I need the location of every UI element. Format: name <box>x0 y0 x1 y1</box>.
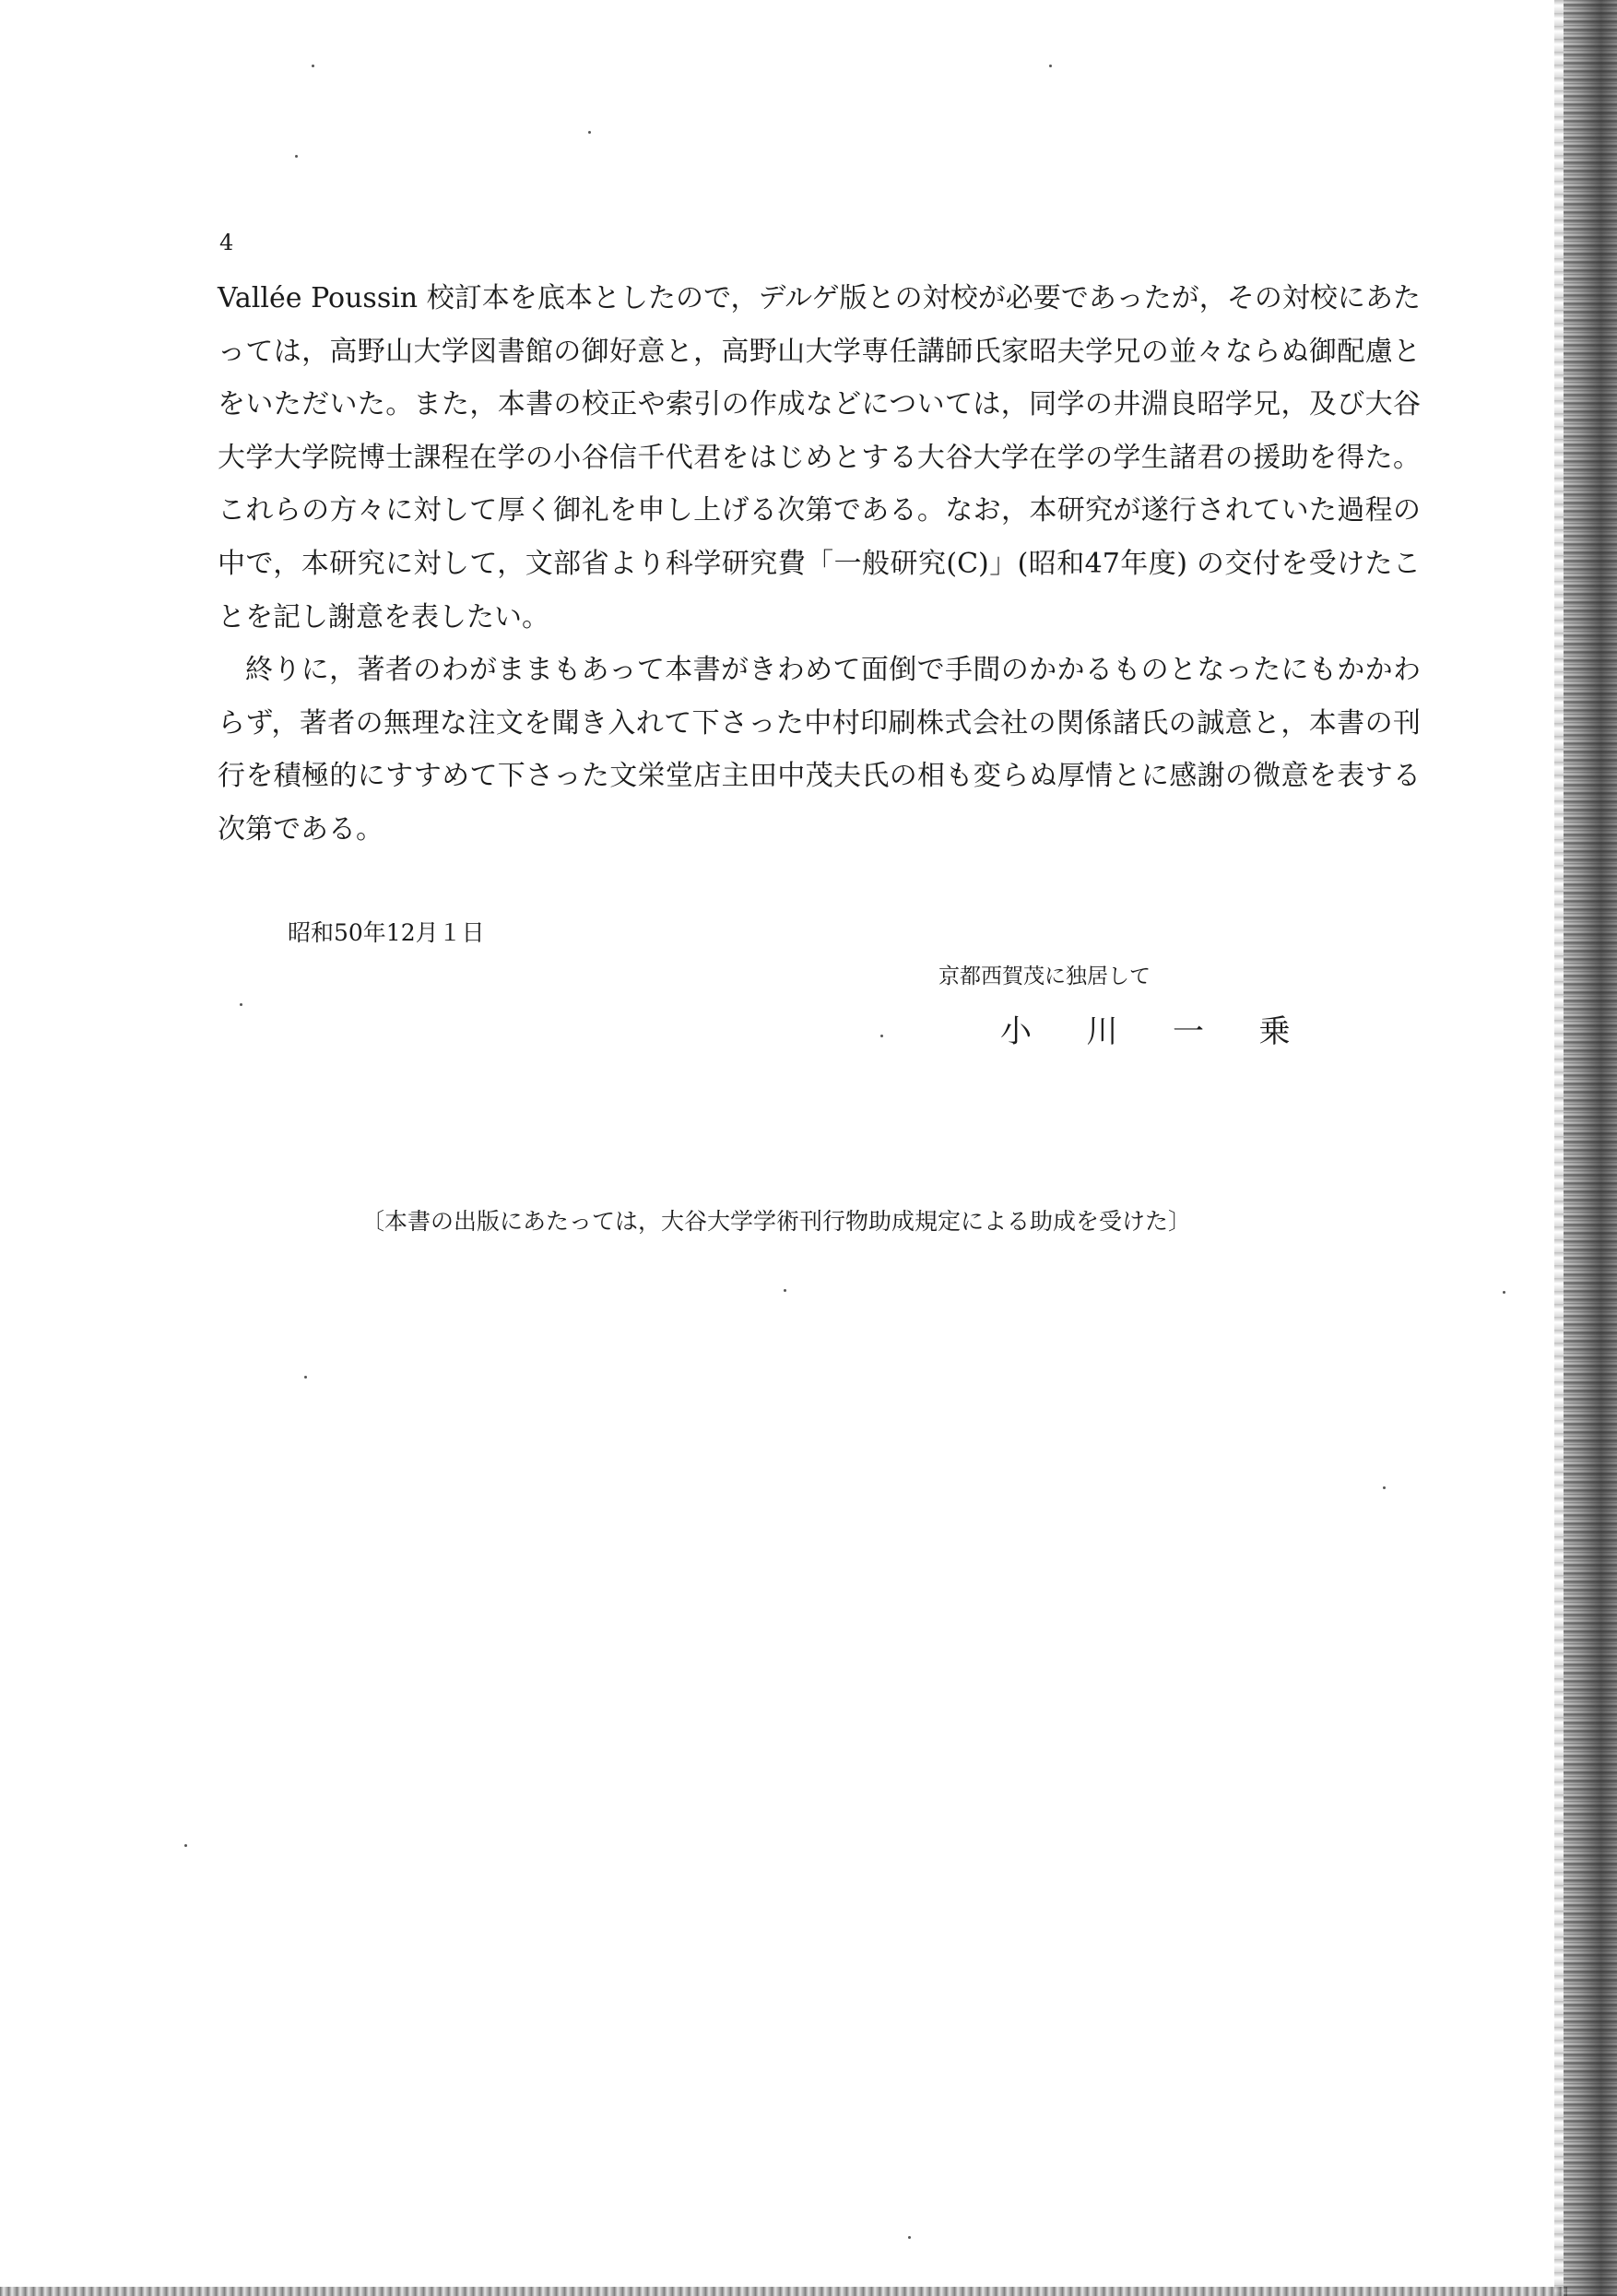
author-name: 小川一乗 <box>1000 1013 1345 1050</box>
scan-speck <box>1383 1486 1386 1489</box>
page-number: 4 <box>219 230 234 255</box>
scan-speck <box>184 1844 187 1847</box>
scan-speck <box>295 155 298 158</box>
scan-speck <box>784 1289 786 1292</box>
scan-speck <box>1503 1291 1505 1294</box>
paragraph-acknowledgement: Vallée Poussin 校訂本を底本としたので，デルゲ版との対校が必要であったが，その対校にあたっては，高野山大学図書館の御好意と，高野山大学専任講師氏家昭夫学兄の並々ならぬ御配慮とをいただいた。また，本書の校正や索引の作成などについては，同学の井淵良昭学兄，及び大谷大学大学院博士課程在学の小谷信千代君をはじめとする大谷大学在学の学生諸君の援助を得た。これらの方々に対して厚く御礼を申し上げる次第である。なお，本研究が遂行されていた過程の中で，本研究に対して，文部省より科学研究費「一般研究(C)」(昭和47年度) の交付を受けたことを記し謝意を表したい。 <box>218 282 1421 633</box>
signature-location: 京都西賀茂に独居して <box>938 965 1151 988</box>
scan-speck <box>588 131 591 134</box>
paragraph-closing: 終りに，著者のわがままもあって本書がきわめて面倒で手間のかかるものとなったにもかかわらず，著者の無理な注文を聞き入れて下さった中村印刷株式会社の関係諸氏の誠意と，本書の刊行を積極的にすすめて下さった文栄堂店主田中茂夫氏の相も変らぬ厚情とに感謝の微意を表する次第である。 <box>218 654 1421 846</box>
scan-speck <box>908 2236 911 2239</box>
publication-note: 〔本書の出版にあたっては，大谷大学学術刊行物助成規定による助成を受けた〕 <box>361 1208 1192 1235</box>
scan-edge <box>1564 0 1617 2296</box>
scan-speck <box>880 1035 883 1037</box>
scan-edge-shadow <box>1554 0 1564 2296</box>
scan-bottom-edge <box>0 2287 1567 2296</box>
scan-speck <box>1049 65 1052 67</box>
scan-speck <box>304 1376 307 1379</box>
body-text <box>218 272 1421 857</box>
scan-speck <box>312 65 314 67</box>
signature-date: 昭和50年12月１日 <box>288 919 485 946</box>
scan-speck <box>240 1003 242 1006</box>
